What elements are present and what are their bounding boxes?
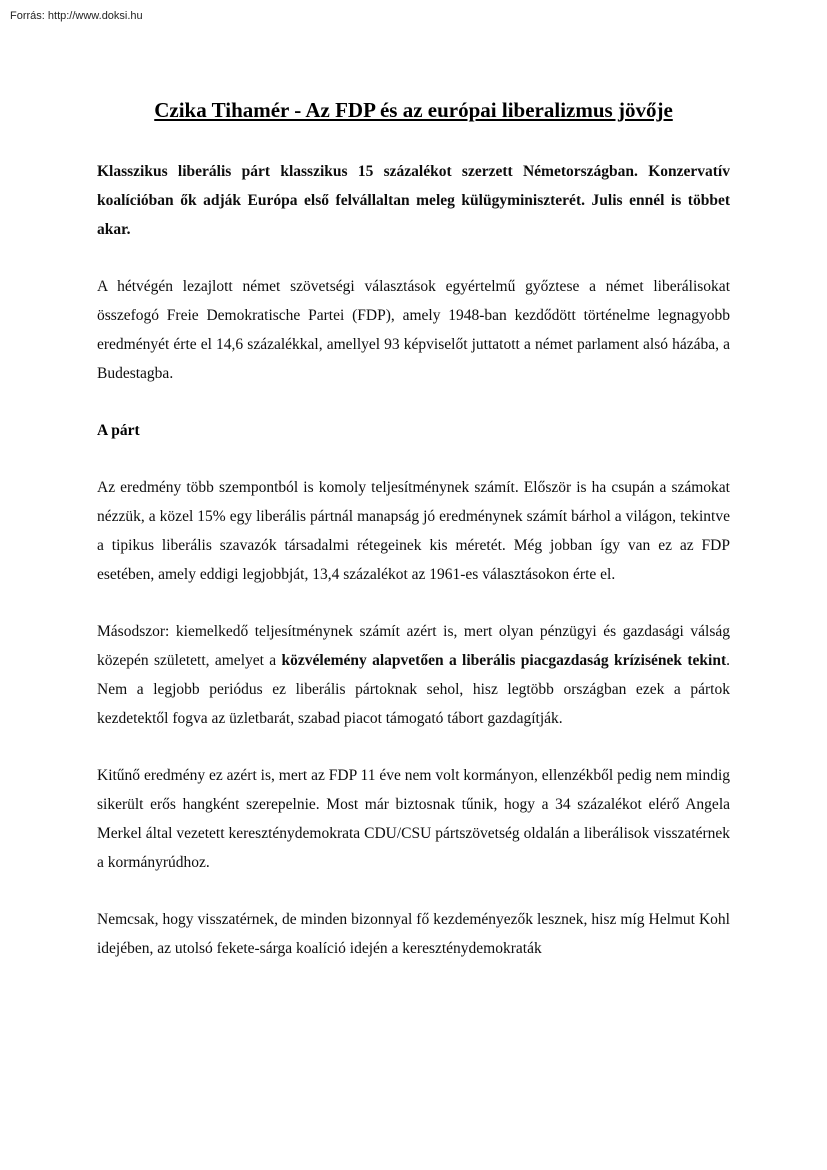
bold-text-run: közvélemény alapvetően a liberális piacgazdaság krízisének tekint <box>281 652 727 669</box>
paragraph-excellent-result: Kitűnő eredmény ez azért is, mert az FDP 11 éve nem volt kormányon, ellenzékből pedig nem mindig sikerült erős hangként szerepelnie. Most már biztosnak tűnik, hogy a 34 százalékot elérő Angela Merkel által vezetett kereszténydemokrata CDU/CSU pártszövetség oldalán a liberálisok visszatérnek a kormányrúdhoz. <box>97 767 730 871</box>
text-run: Másodszor: kiemelkedő teljesítménynek számít azért is, mert olyan pénzügyi és gazdasági válság közepén született, amelyet a <box>97 623 730 669</box>
document-content <box>97 0 730 963</box>
paragraph-return-to-power: Nemcsak, hogy visszatérnek, de minden bizonnyal fő kezdeményezők lesznek, hisz míg Helmut Kohl idejében, az utolsó fekete-sárga koalíció idején a kereszténydemokraták <box>97 911 730 957</box>
source-note: Forrás: http://www.doksi.hu <box>10 10 143 22</box>
document-title: Czika Tihamér - Az FDP és az európai liberalizmus jövője <box>154 98 673 122</box>
text-run: . Nem a legjobb periódus ez liberális pártoknak sehol, hisz legtöbb országban ezek a pártok kezdetektől fogva az üzletbarát, szabad piacot támogató tábort gazdagítják. <box>97 652 730 727</box>
paragraph-result-numbers: Az eredmény több szempontból is komoly teljesítménynek számít. Először is ha csupán a számokat nézzük, a közel 15% egy liberális pártnál manapság jó eredménynek számít bárhol a világon, tekintve a tipikus liberális szavazók társadalmi rétegeinek kis méretét. Még jobban így van ez az FDP esetében, amely eddigi legjobbját, 13,4 százalékot az 1961-es választásokon érte el. <box>97 479 730 583</box>
lead-paragraph: Klasszikus liberális párt klasszikus 15 százalékot szerzett Németországban. Konzervatív koalícióban ők adják Európa első felvállaltan meleg külügyminiszterét. Julis ennél is többet akar. <box>97 163 730 238</box>
section-heading-a-part: A párt <box>97 422 140 439</box>
paragraph-election-intro: A hétvégén lezajlott német szövetségi választások egyértelmű győztese a német liberálisokat összefogó Freie Demokratische Partei (FDP), amely 1948-ban kezdődött történelme legnagyobb eredményét érte el 14,6 százalékkal, amellyel 93 képviselőt juttatott a német parlament alsó házába, a Budestagba. <box>97 278 730 382</box>
paragraph-second-point <box>97 617 730 733</box>
